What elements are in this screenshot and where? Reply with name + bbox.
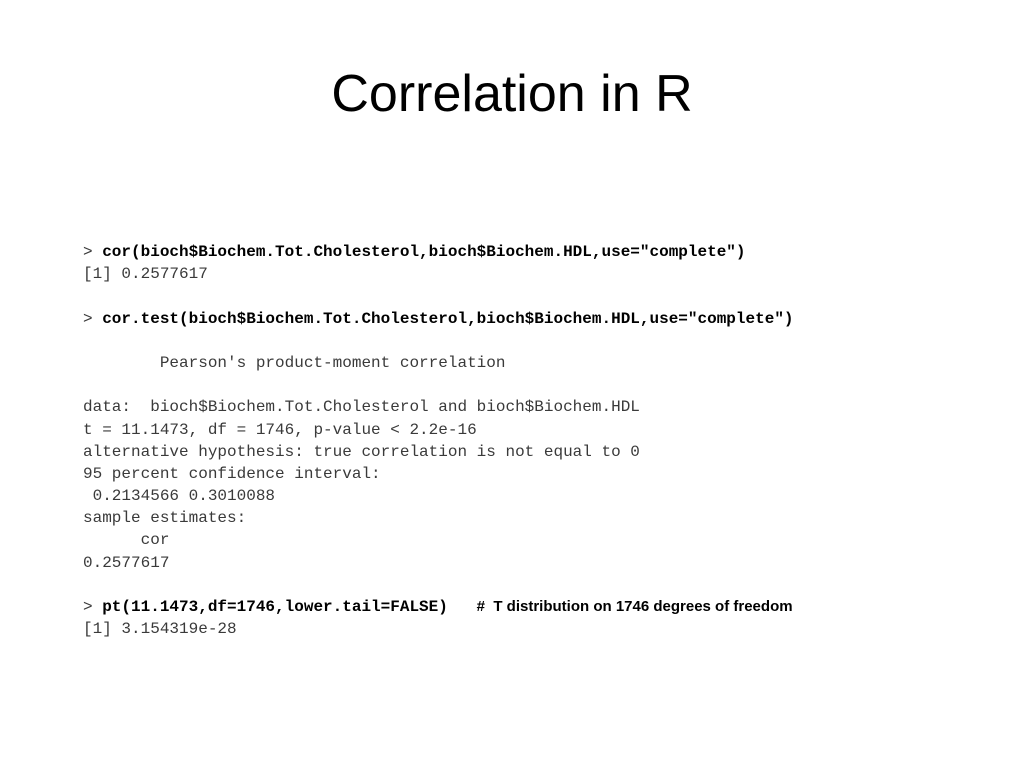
cor-result: [1] 0.2577617 [83, 265, 208, 284]
confidence-interval-values: 0.2134566 0.3010088 [83, 487, 276, 506]
console-prompt: > [83, 598, 103, 616]
blank-line [83, 574, 1003, 596]
console-prompt: > [83, 243, 103, 261]
pt-command: pt(11.1473,df=1746,lower.tail=FALSE) [102, 598, 448, 616]
test-data-line: data: bioch$Biochem.Tot.Cholesterol and bioch$Biochem.HDL [83, 398, 640, 417]
blank-line [83, 330, 1003, 352]
console-command-line [83, 308, 1003, 330]
sample-estimates-label: sample estimates: [83, 509, 247, 528]
estimate-value: 0.2577617 [83, 553, 170, 572]
code-comment: # T distribution on 1746 degrees of freedom [476, 598, 793, 615]
blank-line [83, 374, 1003, 396]
test-heading: Pearson's product-moment correlation [83, 353, 506, 372]
confidence-interval-label: 95 percent confidence interval: [83, 464, 381, 483]
comment-spacer [448, 598, 477, 616]
console-command-line [83, 596, 1003, 618]
cor-test-command: cor.test(bioch$Biochem.Tot.Cholesterol,bioch$Biochem.HDL,use="complete") [102, 309, 794, 328]
pt-result: [1] 3.154319e-28 [83, 620, 237, 639]
slide-title: Correlation in R [331, 65, 693, 123]
test-statistics-line: t = 11.1473, df = 1746, p-value < 2.2e-16 [83, 420, 477, 439]
console-command-line [83, 241, 1003, 263]
console-prompt: > [83, 309, 103, 328]
cor-command: cor(bioch$Biochem.Tot.Cholesterol,bioch$Biochem.HDL,use="complete") [102, 243, 746, 261]
r-console-output [83, 241, 1003, 640]
alternative-hypothesis-line: alternative hypothesis: true correlation is not equal to 0 [83, 442, 640, 461]
blank-line [83, 285, 1003, 307]
estimate-name: cor [83, 531, 170, 550]
